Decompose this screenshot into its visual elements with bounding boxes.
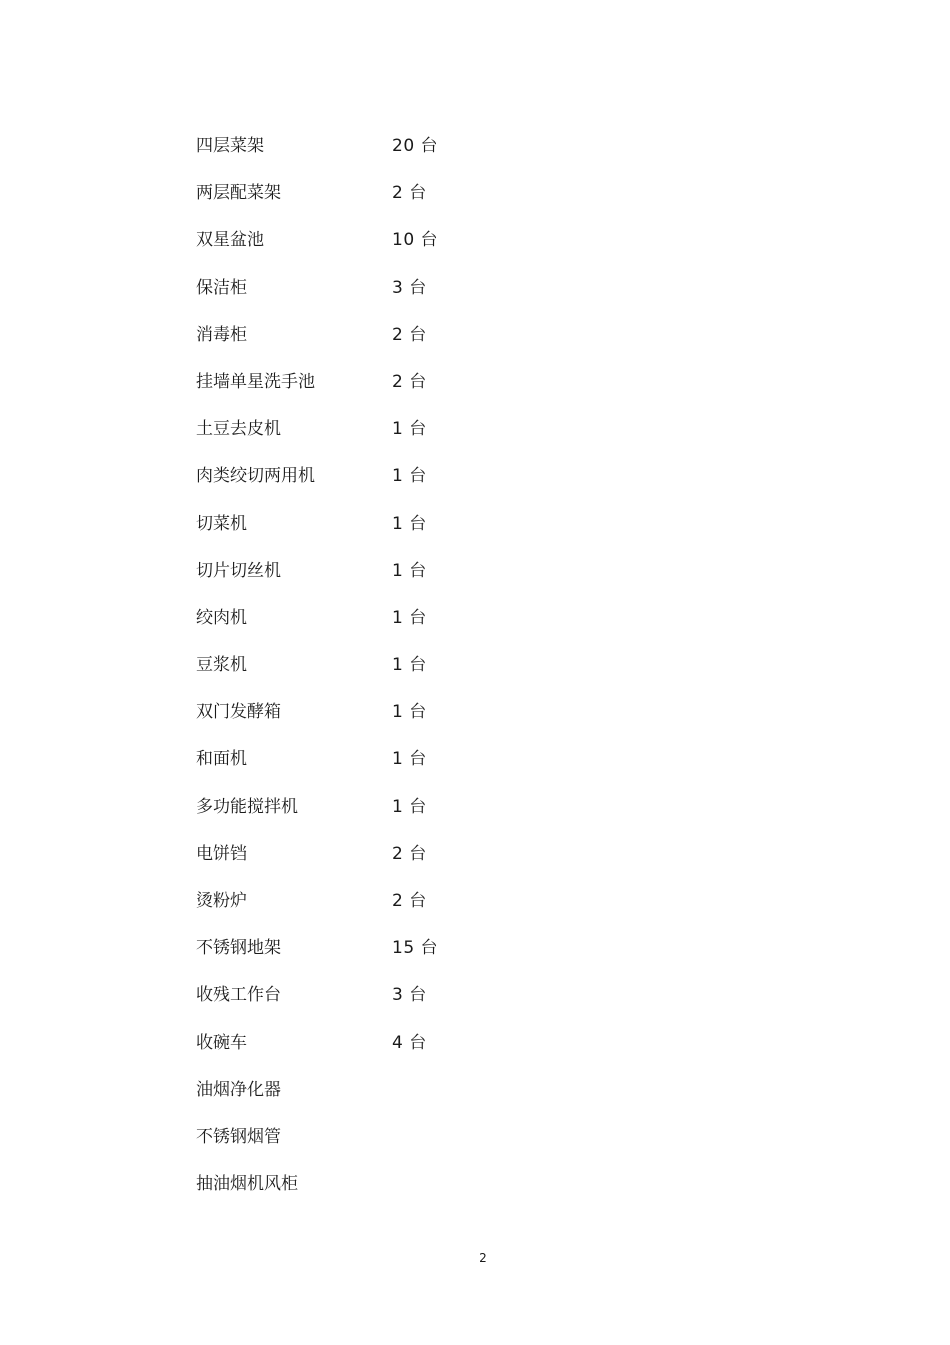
list-item — [196, 502, 696, 549]
list-item — [196, 1021, 696, 1068]
item-quantity: 4 台 — [392, 1032, 427, 1053]
list-item — [196, 879, 696, 926]
item-quantity: 3 台 — [392, 985, 427, 1006]
item-quantity: 1 台 — [392, 560, 427, 581]
item-name: 切片切丝机 — [196, 560, 281, 581]
item-name: 两层配菜架 — [196, 183, 281, 204]
list-item — [196, 926, 696, 973]
list-item — [196, 973, 696, 1020]
item-quantity: 1 台 — [392, 419, 427, 440]
item-quantity: 1 台 — [392, 466, 427, 487]
page-number: 2 — [479, 1251, 487, 1265]
item-name: 双星盆池 — [196, 230, 264, 251]
item-quantity: 1 台 — [392, 607, 427, 628]
item-name: 电饼铛 — [196, 843, 247, 864]
item-name: 绞肉机 — [196, 607, 247, 628]
list-item — [196, 690, 696, 737]
item-quantity: 15 台 — [392, 938, 439, 959]
item-name: 土豆去皮机 — [196, 419, 281, 440]
list-item — [196, 737, 696, 784]
list-item — [196, 832, 696, 879]
item-name: 多功能搅拌机 — [196, 796, 298, 817]
item-name: 不锈钢烟管 — [196, 1126, 281, 1147]
list-item — [196, 785, 696, 832]
item-name: 抽油烟机风柜 — [196, 1174, 298, 1195]
list-item — [196, 1115, 696, 1162]
item-name: 切菜机 — [196, 513, 247, 534]
item-name: 和面机 — [196, 749, 247, 770]
item-quantity: 1 台 — [392, 702, 427, 723]
item-name: 挂墙单星洗手池 — [196, 371, 315, 392]
item-name: 保洁柜 — [196, 277, 247, 298]
item-quantity: 2 台 — [392, 371, 427, 392]
item-name: 肉类绞切两用机 — [196, 466, 315, 487]
item-quantity: 1 台 — [392, 749, 427, 770]
list-item — [196, 643, 696, 690]
item-name: 豆浆机 — [196, 655, 247, 676]
item-quantity: 2 台 — [392, 843, 427, 864]
item-quantity: 2 台 — [392, 324, 427, 345]
list-item — [196, 171, 696, 218]
list-item — [196, 1162, 696, 1209]
item-name: 双门发酵箱 — [196, 702, 281, 723]
item-quantity: 3 台 — [392, 277, 427, 298]
item-quantity: 20 台 — [392, 136, 439, 156]
list-item — [196, 124, 696, 171]
item-quantity: 2 台 — [392, 891, 427, 911]
equipment-list — [196, 124, 696, 1209]
item-name: 油烟净化器 — [196, 1079, 281, 1100]
item-quantity: 1 台 — [392, 513, 427, 534]
item-name: 不锈钢地架 — [196, 938, 281, 959]
list-item — [196, 407, 696, 454]
item-quantity: 1 台 — [392, 796, 427, 817]
list-item — [196, 596, 696, 643]
item-name: 收碗车 — [196, 1032, 247, 1053]
list-item — [196, 360, 696, 407]
item-name: 四层菜架 — [196, 136, 264, 156]
list-item — [196, 313, 696, 360]
item-name: 消毒柜 — [196, 324, 247, 345]
item-name: 烫粉炉 — [196, 891, 247, 911]
list-item — [196, 454, 696, 501]
item-name: 收残工作台 — [196, 985, 281, 1006]
item-quantity: 2 台 — [392, 183, 427, 204]
list-item — [196, 1068, 696, 1115]
item-quantity: 10 台 — [392, 230, 439, 251]
list-item — [196, 218, 696, 265]
list-item — [196, 549, 696, 596]
list-item — [196, 266, 696, 313]
item-quantity: 1 台 — [392, 655, 427, 676]
